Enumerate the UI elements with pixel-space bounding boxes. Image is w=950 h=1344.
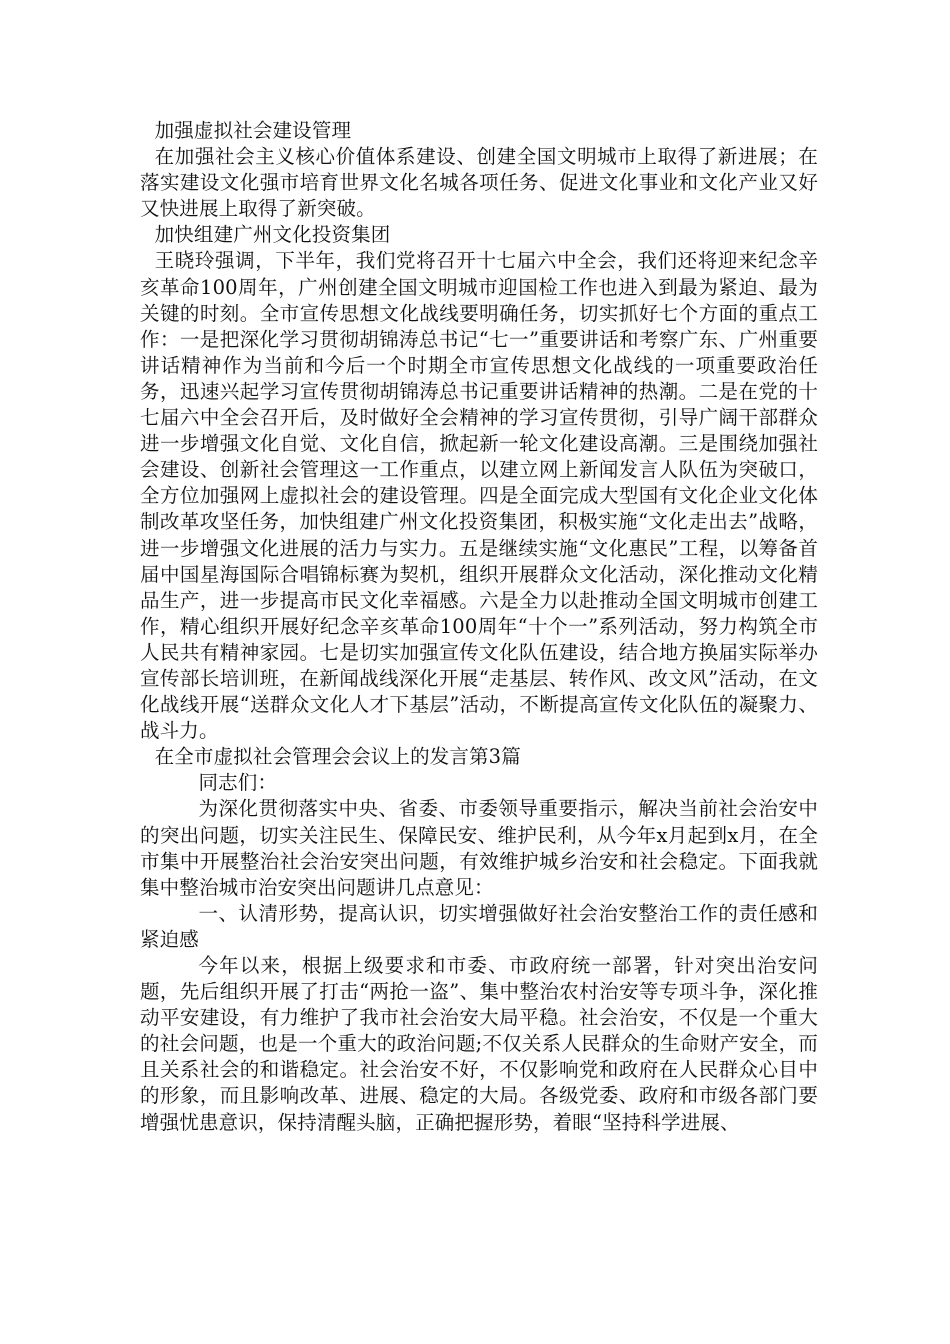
paragraph-heading: 一、认清形势，提高认识，切实增强做好社会治安整治工作的责任感和紧迫感: [140, 901, 818, 951]
paragraph: 王晓玲强调，下半年，我们党将召开十七届六中全会，我们还将迎来纪念辛亥革命100周年，广州创建全国文明城市迎国检工作也进入到最为紧迫、最为关键的时刻。全市宣传思想文化战线要明确任务，切实抓好七个方面的重点工作：一是把深化学习贯彻胡锦涛总书记“七一”重要讲话和考察广东、广州重要讲话精神作为当前和今后一个时期全市宣传思想文化战线的一项重要政治任务，迅速兴起学习宣传贯彻胡锦涛总书记重要讲话精神的热潮。二是在党的十七届六中全会召开后，及时做好全会精神的学习宣传贯彻，引导广阔干部群众进一步增强文化自觉、文化自信，掀起新一轮文化建设高潮。三是围绕加强社会建设、创新社会管理这一工作重点，以建立网上新闻发言人队伍为突破口，全方位加强网上虚拟社会的建设管理。四是全面完成大型国有文化企业文化体制改革攻坚任务，加快组建广州文化投资集团，积极实施“文化走出去”战略，进一步增强文化进展的活力与实力。五是继续实施“文化惠民”工程，以筹备首届中国星海国际合唱锦标赛为契机，组织开展群众文化活动，深化推动文化精品生产，进一步提高市民文化幸福感。六是全力以赴推动全国文明城市创建工作，精心组织开展好纪念辛亥革命100周年“十个一”系列活动，努力构筑全市人民共有精神家园。七是切实加强宣传文化队伍建设，结合地方换届实际举办宣传部长培训班，在新闻战线深化开展“走基层、转作风、改文风”活动，在文化战线开展“送群众文化人才下基层”活动，不断提高宣传文化队伍的凝聚力、战斗力。: [140, 249, 818, 743]
salutation: 同志们：: [198, 771, 278, 795]
paragraph: 今年以来，根据上级要求和市委、市政府统一部署，针对突出治安问题，先后组织开展了打击“两抢一盗”、集中整治农村治安等专项斗争，深化推动平安建设，有力维护了我市社会治安大局平稳。社会治安，不仅是一个重大的社会问题，也是一个重大的政治问题;不仅关系人民群众的生命财产安全，而且关系社会的和谐稳定。社会治安不好，不仅影响党和政府在人民群众心目中的形象，而且影响改革、进展、稳定的大局。各级党委、政府和市级各部门要增强忧患意识，保持清醒头脑，正确把握形势，着眼“坚持科学进展、: [140, 954, 818, 1134]
paragraph: 在加强社会主义核心价值体系建设、创建全国文明城市上取得了新进展；在落实建设文化强市培育世界文化名城各项任务、促进文化事业和文化产业又好又快进展上取得了新突破。: [140, 145, 818, 221]
document-body: [140, 118, 818, 1136]
section-title: 在全市虚拟社会管理会会议上的发言第3篇: [154, 745, 521, 769]
paragraph: 为深化贯彻落实中央、省委、市委领导重要指示，解决当前社会治安中的突出问题，切实关注民生、保障民安、维护民利，从今年x月起到x月，在全市集中开展整治社会治安突出问题，有效维护城乡治安和社会稳定。下面我就集中整治城市治安突出问题讲几点意见：: [140, 797, 818, 899]
paragraph-heading: 加强虚拟社会建设管理: [154, 119, 352, 142]
paragraph-heading: 加快组建广州文化投资集团: [154, 223, 391, 247]
